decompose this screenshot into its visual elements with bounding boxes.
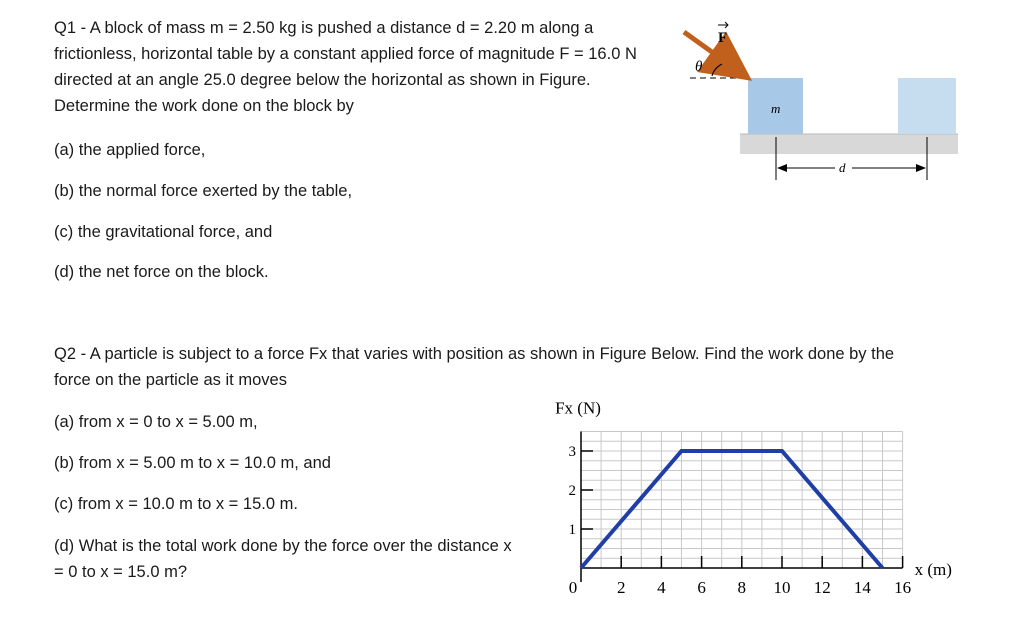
force-arrow xyxy=(684,32,744,75)
chart-labels xyxy=(555,399,952,580)
x-tick-label: 6 xyxy=(697,578,706,597)
x-tick-label: 10 xyxy=(773,578,791,597)
force-label: F xyxy=(718,30,728,46)
x-tick-label: 8 xyxy=(737,578,747,597)
x-tick-label: 4 xyxy=(657,578,666,597)
q1-part-c: (c) the gravitational force, and xyxy=(54,223,273,241)
y-axis-label: Fx (N) xyxy=(555,398,601,418)
y-tick-label: 1 xyxy=(568,522,576,538)
force-position-chart xyxy=(540,395,980,610)
q2-part-d: (d) What is the total work done by the force over the distance x = 0 to x = 15.0 m? xyxy=(54,537,512,581)
block-force-figure xyxy=(670,10,970,190)
angle-label: θ xyxy=(695,59,703,75)
q1-part-b: (b) the normal force exerted by the table, xyxy=(54,182,353,200)
q2-part-c: (c) from x = 10.0 m to x = 15.0 m. xyxy=(54,495,298,513)
q2-part-a: (a) from x = 0 to x = 5.00 m, xyxy=(54,413,258,431)
x-tick-label: 16 xyxy=(894,578,912,597)
distance-label: d xyxy=(839,160,846,175)
angle-arc xyxy=(712,64,722,76)
table-surface xyxy=(740,134,958,154)
x-axis-label: x (m) xyxy=(914,560,952,579)
q2-part-b: (b) from x = 5.00 m to x = 10.0 m, and xyxy=(54,454,331,472)
y-tick-label: 2 xyxy=(568,483,576,499)
q1-part-a: (a) the applied force, xyxy=(54,141,206,159)
y-tick-label: 3 xyxy=(568,444,576,460)
block-final xyxy=(898,78,956,134)
x-tick-label: 12 xyxy=(813,578,831,597)
q1-intro: Q1 - A block of mass m = 2.50 kg is pushed a distance d = 2.20 m along a frictionless, horizontal table by a constant applied force of magnitude F = 16.0 N directed at an angle 25.0 degree below the horizontal as shown in Figure. Determine the work done on the block by xyxy=(54,19,637,115)
q2-intro: Q2 - A particle is subject to a force Fx that varies with position as shown in Figure Below. Find the work done by the force on the particle as it moves xyxy=(54,345,895,389)
x-tick-label: 0 xyxy=(568,578,578,597)
x-tick-label: 2 xyxy=(616,578,626,597)
x-tick-label: 14 xyxy=(853,578,871,597)
mass-label: m xyxy=(771,101,781,116)
q1-part-d: (d) the net force on the block. xyxy=(54,263,269,281)
